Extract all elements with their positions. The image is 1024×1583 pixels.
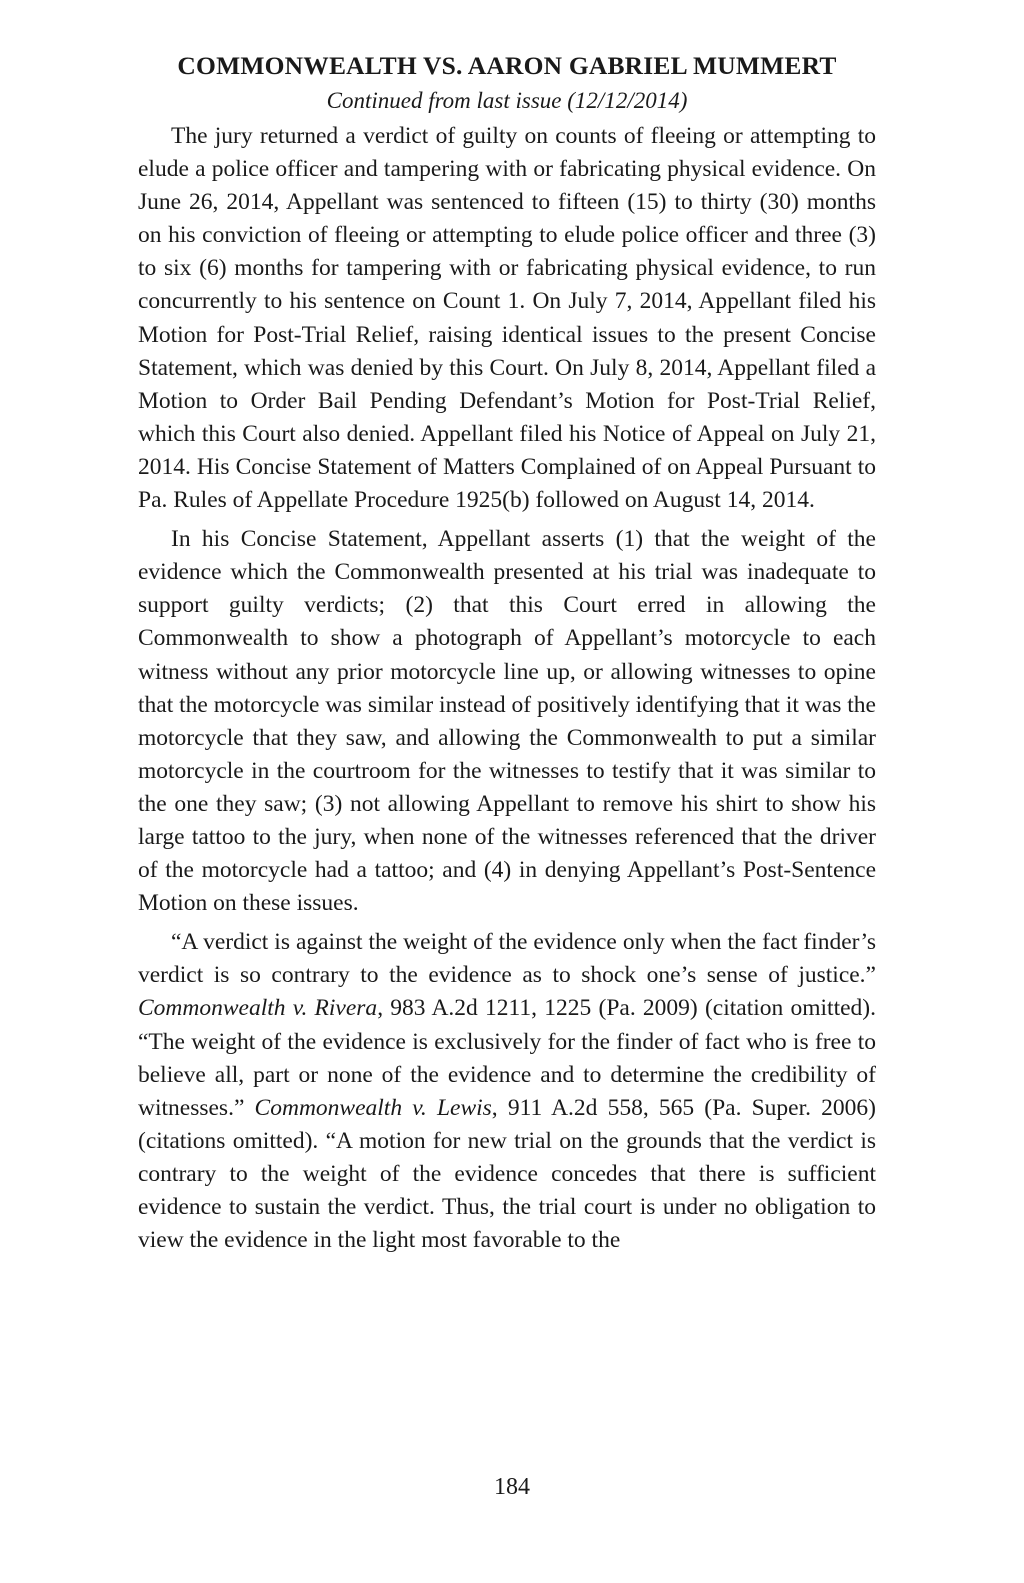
paragraph-weight-of-evidence bbox=[138, 926, 876, 1257]
case-citation-lewis: Commonwealth v. Lewis bbox=[254, 1094, 492, 1121]
paragraph-concise-statement: In his Concise Statement, Appellant asserts (1) that the weight of the evidence which the Commonwealth presented at his trial was inadequate to support guilty verdicts; (2) that this Court erred in allowing the Commonwealth to show a photograph of Appellant’s motorcycle to each witness without any prior motorcycle line up, or allowing witnesses to opine that the motorcycle was similar instead of positively identifying that it was the motorcycle that they saw, and allowing the Commonwealth to put a similar motorcycle in the courtroom for the witnesses to testify that it was similar to the one they saw; (3) not allowing Appellant to remove his shirt to show his large tattoo to the jury, when none of the witnesses referenced that the driver of the motorcycle had a tattoo; and (4) in denying Appellant’s Post-Sentence Motion on these issues. bbox=[138, 526, 876, 917]
paragraph-procedural-history: The jury returned a verdict of guilty on counts of fleeing or attempting to elude a police officer and tampering with or fabricating physical evidence. On June 26, 2014, Appellant was sentenced to fifteen (15) to thirty (30) months on his conviction of fleeing or attempting to elude police officer and three (3) to six (6) months for tampering with or fabricating physical evidence, to run concurrently to his sentence on Count 1. On July 7, 2014, Appellant filed his Motion for Post-Trial Relief, raising identical issues to the present Concise Statement, which was denied by this Court. On July 8, 2014, Appellant filed a Motion to Order Bail Pending Defendant’s Motion for Post-Trial Relief, which this Court also denied. Appellant filed his Notice of Appeal on July 21, 2014. His Concise Statement of Matters Complained of on Appeal Pursuant to Pa. Rules of Appellate Procedure 1925(b) followed on August 14, 2014. bbox=[138, 123, 876, 514]
continued-note: Continued from last issue (12/12/2014) bbox=[326, 88, 688, 113]
case-title: COMMONWEALTH VS. AARON GABRIEL MUMMERT bbox=[177, 51, 837, 80]
paragraph-text: , 911 A.2d 558, 565 (Pa. Super. 2006) (citations omitted). “A motion for new trial on the grounds that the verdict is contrary to the weight of the evidence concedes that there is sufficient evidence to sustain the verdict. Thus, the trial court is under no obligation to view the evidence in the light most favorable to the bbox=[138, 1094, 876, 1254]
document-page bbox=[138, 48, 876, 1263]
paragraph-text: , 983 A.2d 1211, 1225 (Pa. 2009) (citation omitted). “The weight of the evidence is exclusively for the finder of fact who is free to believe all, part or none of the evidence and to determine the credibility of witnesses.” bbox=[138, 995, 876, 1121]
paragraph-text: “A verdict is against the weight of the evidence only when the fact finder’s verdict is so contrary to the evidence as to shock one’s sense of justice.” bbox=[138, 929, 876, 989]
page-number: 184 bbox=[494, 1474, 530, 1500]
case-citation-rivera: Commonwealth v. Rivera bbox=[138, 995, 378, 1022]
